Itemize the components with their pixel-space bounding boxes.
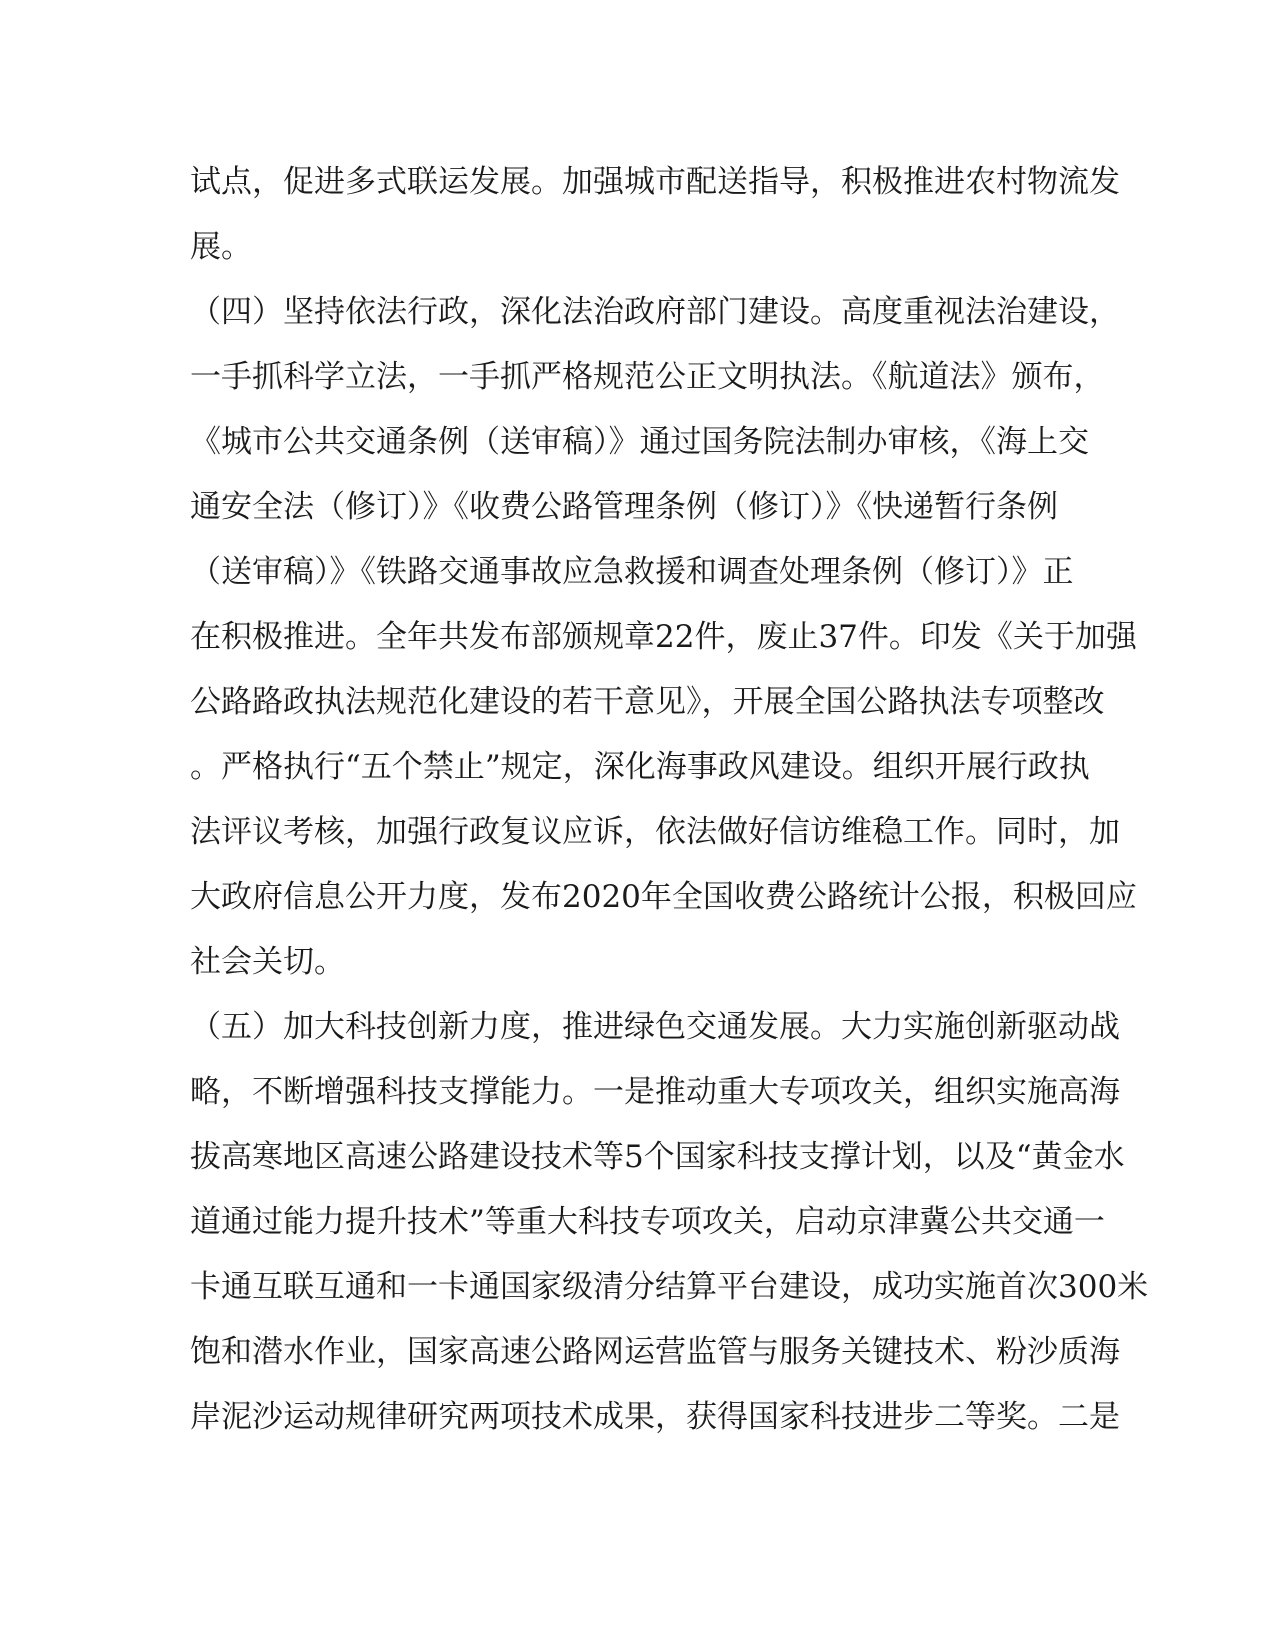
text-line: （五）加大科技创新力度，推进绿色交通发展。大力实施创新驱动战 xyxy=(190,1009,1120,1045)
text-line: 在积极推进。全年共发布部颁规章22件，废止37件。印发《关于加强 xyxy=(190,619,1137,655)
text-line: （四）坚持依法行政，深化法治政府部门建设。高度重视法治建设， xyxy=(190,294,1120,330)
body-text xyxy=(190,150,1149,1450)
text-line: 一手抓科学立法，一手抓严格规范公正文明执法。《航道法》颁布， xyxy=(190,359,1105,395)
text-line: 通安全法（修订）》《收费公路管理条例（修订）》《快递暂行条例 xyxy=(190,489,1058,525)
text-line: （送审稿）》《铁路交通事故应急救援和调查处理条例（修订）》正 xyxy=(190,554,1074,590)
text-line: 拔高寒地区高速公路建设技术等5个国家科技支撑计划，以及“黄金水 xyxy=(190,1139,1125,1175)
text-line: 展。 xyxy=(190,229,252,265)
text-line: 大政府信息公开力度，发布2020年全国收费公路统计公报，积极回应 xyxy=(190,879,1137,915)
text-line: 社会关切。 xyxy=(190,944,345,980)
text-line: 公路路政执法规范化建设的若干意见》，开展全国公路执法专项整改 xyxy=(190,684,1105,720)
text-line: 法评议考核，加强行政复议应诉，依法做好信访维稳工作。同时，加 xyxy=(190,814,1120,850)
text-line: 试点，促进多式联运发展。加强城市配送指导，积极推进农村物流发 xyxy=(190,164,1120,200)
text-line: 岸泥沙运动规律研究两项技术成果，获得国家科技进步二等奖。二是 xyxy=(190,1399,1120,1435)
text-line: 。严格执行“五个禁止”规定，深化海事政风建设。组织开展行政执 xyxy=(190,749,1090,785)
text-line: 《城市公共交通条例（送审稿）》通过国务院法制办审核，《海上交 xyxy=(190,424,1089,460)
text-line: 略，不断增强科技支撑能力。一是推动重大专项攻关，组织实施高海 xyxy=(190,1074,1120,1110)
text-line: 道通过能力提升技术”等重大科技专项攻关，启动京津冀公共交通一 xyxy=(190,1204,1105,1240)
text-line: 饱和潜水作业，国家高速公路网运营监管与服务关键技术、粉沙质海 xyxy=(190,1334,1120,1370)
text-line: 卡通互联互通和一卡通国家级清分结算平台建设，成功实施首次300米 xyxy=(190,1269,1149,1305)
